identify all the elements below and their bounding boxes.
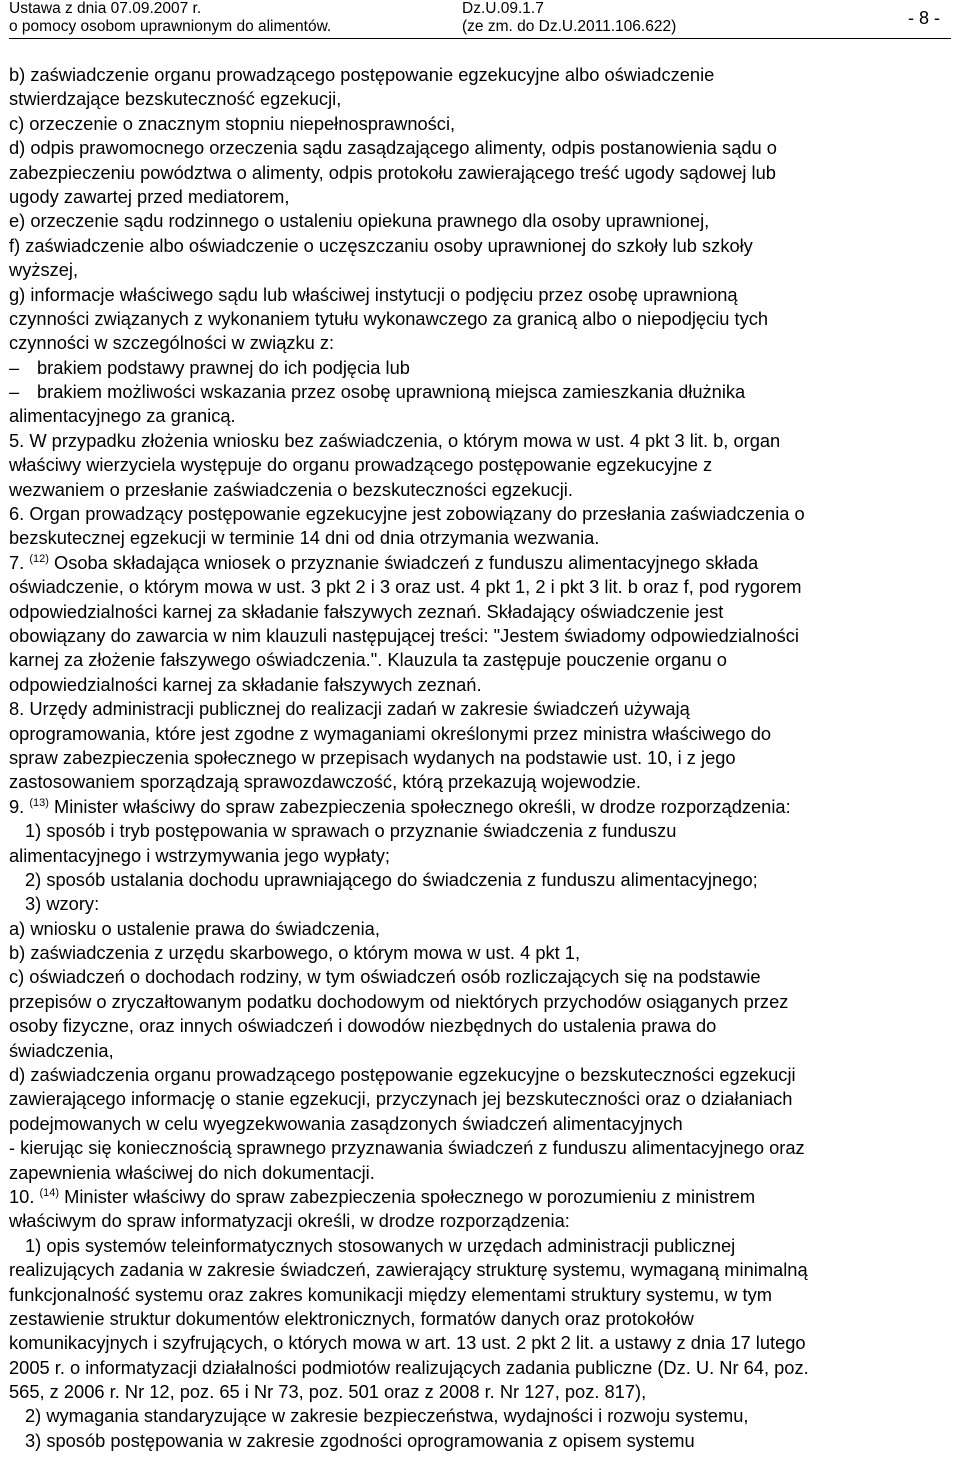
text-line: stwierdzające bezskuteczność egzekucji,	[9, 88, 342, 110]
text-line: 6. Organ prowadzący postępowanie egzekucyjne jest zobowiązany do przesłania zaświadczenia o	[9, 503, 805, 525]
text-line: 3) sposób postępowania w zakresie zgodności oprogramowania z opisem systemu	[25, 1429, 695, 1451]
header-journal-ref	[462, 0, 676, 36]
text-line: karnej za złożenie fałszywego oświadczenia.". Klauzula ta zastępuje pouczenie organu o	[9, 649, 727, 671]
dash-marker: –	[9, 356, 20, 378]
text-line: 5. W przypadku złożenia wniosku bez zaświadczenia, o którym mowa w ust. 4 pkt 3 lit. b, organ	[9, 429, 781, 451]
text-line: obowiązany do zawarcia w nim klauzuli następującej treści: "Jestem świadomy odpowiedzialności	[9, 624, 799, 646]
text-line: zawierającego informację o stanie egzekucji, przyczynach jej bezskuteczności oraz o działaniach	[9, 1088, 793, 1110]
text-line: 565, z 2006 r. Nr 12, poz. 65 i Nr 73, poz. 501 oraz z 2008 r. Nr 127, poz. 817),	[9, 1381, 647, 1403]
text-line: e) orzeczenie sądu rodzinnego o ustaleniu opiekuna prawnego dla osoby uprawnionej,	[9, 210, 710, 232]
text-line: czynności związanych z wykonaniem tytułu wykonawczego za granicą albo o niepodjęciu tych	[9, 307, 769, 329]
text-line: ugody zawartej przed mediatorem,	[9, 185, 290, 207]
text-line: d) odpis prawomocnego orzeczenia sądu zasądzającego alimenty, odpis postanowienia sądu o	[9, 137, 777, 159]
text-line: oświadczenie, o którym mowa w ust. 3 pkt 2 i 3 oraz ust. 4 pkt 1, 2 i pkt 3 lit. b oraz f, pod rygorem	[9, 576, 802, 598]
page-number: - 8 -	[908, 8, 941, 28]
text-line: - kierując się koniecznością sprawnego przyznawania świadczeń z funduszu alimentacyjnego oraz	[9, 1137, 805, 1159]
header-journal-number: Dz.U.09.1.7	[462, 0, 544, 17]
page-header	[0, 0, 960, 44]
text-line: podejmowanych w celu wyegzekwowania zasądzonych świadczeń alimentacyjnych	[9, 1112, 683, 1134]
text-line: 8. Urzędy administracji publicznej do realizacji zadań w zakresie świadczeń używają	[9, 698, 690, 720]
text-line	[9, 380, 954, 404]
text-line: spraw zabezpieczenia społecznego w przepisach wydanych na podstawie ust. 10, i z jego	[9, 746, 736, 768]
text-line: c) orzeczenie o znacznym stopniu niepełnosprawności,	[9, 112, 456, 134]
text-line: zapewnienia właściwej do nich dokumentacji.	[9, 1161, 375, 1183]
text-line: 7. $^{(12)}$ Osoba składająca wniosek o przyznanie świadczeń z funduszu alimentacyjnego składa	[9, 551, 759, 573]
header-act-subject: o pomocy osobom uprawnionym do alimentów.	[9, 18, 332, 35]
footnote-ref: (12)	[29, 552, 49, 565]
text-line: b) zaświadczenia z urzędu skarbowego, o którym mowa w ust. 4 pkt 1,	[9, 942, 581, 964]
text-line: f) zaświadczenie albo oświadczenie o uczęszczaniu osoby uprawnionej do szkoły lub szkoły	[9, 234, 753, 256]
text-line: 10. $^{(14)}$ Minister właściwy do spraw zabezpieczenia społecznego w porozumieniu z ministrem	[9, 1185, 756, 1207]
text-line: b) zaświadczenie organu prowadzącego postępowanie egzekucyjne albo oświadczenie	[9, 64, 715, 85]
text-line: oprogramowania, które jest zgodne z wymaganiami określonymi przez ministra właściwego do	[9, 722, 772, 744]
text-line: przepisów o zryczałtowanym podatku dochodowym od niektórych przychodów osiąganych przez	[9, 990, 789, 1012]
text-line: c) oświadczeń o dochodach rodziny, w tym oświadczeń osób rozliczających się na podstawie	[9, 966, 761, 988]
text-line: właściwy wierzyciela występuje do organu prowadzącego postępowanie egzekucyjne z	[9, 454, 713, 476]
dash-item-text: brakiem podstawy prawnej do ich podjęcia lub	[37, 356, 410, 378]
text-line: komunikacyjnych i szyfrujących, o których mowa w art. 13 ust. 2 pkt 2 lit. a ustawy z dnia 17 lutego	[9, 1332, 806, 1354]
header-act-date: Ustawa z dnia 07.09.2007 r.	[9, 0, 202, 17]
text-line: właściwym do spraw informatyzacji określi, w drodze rozporządzenia:	[9, 1210, 570, 1232]
text-line: alimentacyjnego i wstrzymywania jego wypłaty;	[9, 844, 391, 866]
header-act-title	[9, 0, 331, 36]
text-line: realizujących zadania w zakresie świadczeń, zawierający strukturę systemu, wymaganą minimalną	[9, 1259, 808, 1281]
text-line: 1) sposób i tryb postępowania w sprawach o przyznanie świadczenia z funduszu	[25, 820, 677, 842]
text-line: funkcjonalność systemu oraz zakres komunikacji między elementami struktury systemu, w tym	[9, 1283, 772, 1305]
dash-marker: –	[9, 381, 20, 403]
text-line: 2005 r. o informatyzacji działalności podmiotów realizujących zadania publiczne (Dz. U. Nr 64, poz.	[9, 1356, 809, 1378]
text-line: wyższej,	[9, 259, 79, 281]
text-line: 2) sposób ustalania dochodu uprawniającego do świadczenia z funduszu alimentacyjnego;	[25, 868, 758, 890]
text-line: odpowiedzialności karnej za składanie fałszywych zeznań. Składający oświadczenie jest	[9, 600, 724, 622]
text-line: a) wniosku o ustalenie prawa do świadczenia,	[9, 917, 380, 939]
text-line: wezwaniem o przesłanie zaświadczenia o bezskuteczności egzekucji.	[9, 478, 573, 500]
header-divider	[9, 38, 951, 39]
text-line	[9, 356, 954, 380]
text-line: świadczenia,	[9, 1039, 114, 1061]
text-line: osoby fizyczne, oraz innych oświadczeń i dowodów niezbędnych do ustalenia prawa do	[9, 1015, 717, 1037]
text-line: 2) wymagania standaryzujące w zakresie bezpieczeństwa, wydajności i rozwoju systemu,	[25, 1405, 749, 1427]
text-line: alimentacyjnego za granicą.	[9, 405, 236, 427]
text-line: odpowiedzialności karnej za składanie fałszywych zeznań.	[9, 673, 482, 695]
dash-item-text: brakiem możliwości wskazania przez osobę uprawnioną miejsca zamieszkania dłużnika	[37, 381, 746, 403]
text-line: g) informacje właściwego sądu lub właściwej instytucji o podjęciu przez osobę uprawnioną	[9, 283, 738, 305]
text-line: 1) opis systemów teleinformatycznych stosowanych w urzędach administracji publicznej	[25, 1234, 736, 1256]
text-line: bezskutecznej egzekucji w terminie 14 dni od dnia otrzymania wezwania.	[9, 527, 600, 549]
text-line: d) zaświadczenia organu prowadzącego postępowanie egzekucyjne o bezskuteczności egzekucji	[9, 1064, 796, 1086]
footnote-ref: (14)	[39, 1186, 60, 1199]
text-line: 9. $^{(13)}$ Minister właściwy do spraw zabezpieczenia społecznego określi, w drodze rozporządzenia:	[9, 795, 791, 817]
header-amendments: (ze zm. do Dz.U.2011.106.622)	[462, 18, 677, 35]
text-line: zastosowaniem sporządzają sprawozdawczość, którą przekazują wojewodzie.	[9, 771, 642, 793]
text-line: czynności w szczególności w związku z:	[9, 332, 335, 354]
text-line: zestawienie struktur dokumentów elektronicznych, formatów danych oraz protokołów	[9, 1307, 694, 1329]
text-line: 3) wzory:	[25, 893, 100, 915]
document-body	[9, 63, 954, 1453]
text-line: zabezpieczeniu powództwa o alimenty, odpis protokołu zawierającego treść ugody sądowej lub	[9, 161, 776, 183]
footnote-ref: (13)	[29, 796, 49, 809]
